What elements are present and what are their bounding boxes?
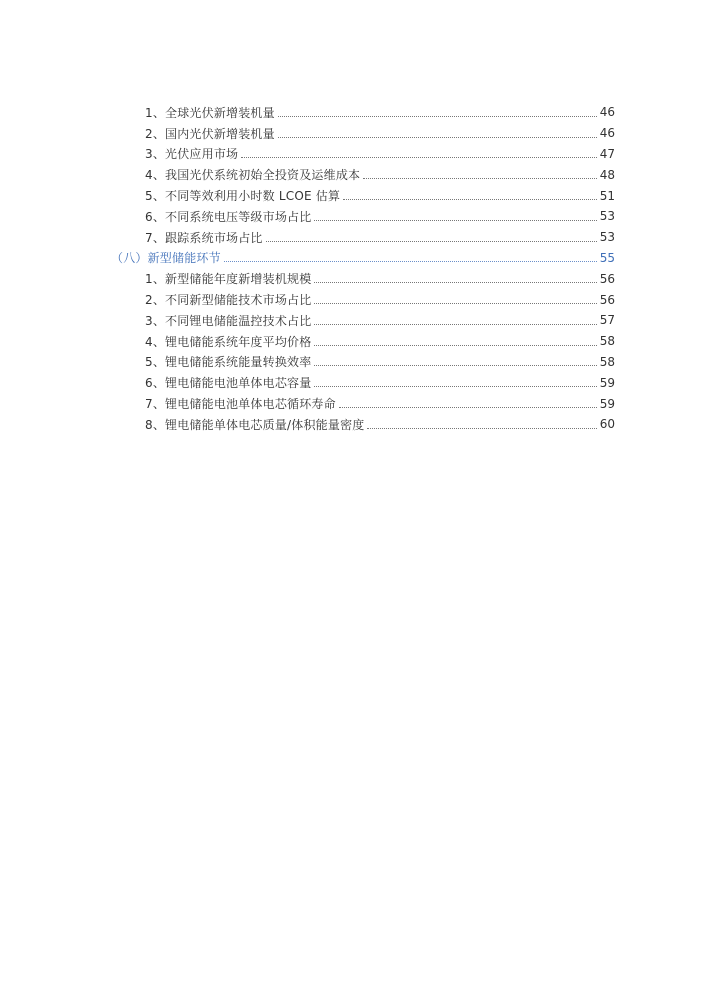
dot-leader <box>314 365 596 366</box>
dot-leader <box>314 282 596 283</box>
toc-entry-label: 1、全球光伏新增装机量 <box>145 105 275 120</box>
toc-entry-page: 59 <box>599 375 615 390</box>
dot-leader <box>367 428 596 429</box>
toc-entry-page: 53 <box>599 209 615 224</box>
toc-entry-label: 6、锂电储能电池单体电芯容量 <box>145 376 312 391</box>
toc-entry-label: 2、国内光伏新增装机量 <box>145 126 275 141</box>
dot-leader <box>278 137 597 138</box>
toc-entry-page: 57 <box>599 313 615 328</box>
toc-entry-page: 51 <box>599 188 615 203</box>
toc-entry[interactable] <box>0 164 615 185</box>
toc-entry-page: 53 <box>599 230 615 245</box>
toc-entry[interactable] <box>0 310 615 331</box>
toc-entry-label: 3、光伏应用市场 <box>145 147 239 162</box>
dot-leader <box>266 241 597 242</box>
toc-entry-label: 4、我国光伏系统初始全投资及运维成本 <box>145 168 361 183</box>
toc-section-page: 55 <box>599 250 615 265</box>
toc-entry-page: 48 <box>599 167 615 182</box>
toc-entry-label: 5、不同等效利用小时数 LCOE 估算 <box>145 189 341 204</box>
dot-leader <box>343 199 597 200</box>
dot-leader <box>224 261 597 262</box>
toc-entry[interactable] <box>0 227 615 248</box>
toc-entry-label: 2、不同新型储能技术市场占比 <box>145 293 312 308</box>
toc-entry[interactable] <box>0 123 615 144</box>
toc-section-heading[interactable] <box>0 248 615 269</box>
dot-leader <box>339 407 597 408</box>
toc-entry[interactable] <box>0 352 615 373</box>
dot-leader <box>278 116 597 117</box>
toc-entry-label: 1、新型储能年度新增装机规模 <box>145 272 312 287</box>
toc-entry-page: 46 <box>599 105 615 120</box>
toc-entry[interactable] <box>0 289 615 310</box>
dot-leader <box>314 220 596 221</box>
toc-entry-page: 60 <box>599 417 615 432</box>
toc-entry-page: 47 <box>599 146 615 161</box>
toc-entry-label: 4、锂电储能系统年度平均价格 <box>145 334 312 349</box>
toc-entry-page: 46 <box>599 126 615 141</box>
dot-leader <box>314 324 596 325</box>
dot-leader <box>314 303 596 304</box>
toc-entry-label: 8、锂电储能单体电芯质量/体积能量密度 <box>145 417 365 432</box>
toc-entry[interactable] <box>0 206 615 227</box>
toc-entry-page: 58 <box>599 354 615 369</box>
toc-entry[interactable] <box>0 414 615 435</box>
toc-entry-label: 7、锂电储能电池单体电芯循环寿命 <box>145 397 336 412</box>
dot-leader <box>241 157 596 158</box>
toc-entry-page: 58 <box>599 334 615 349</box>
toc-entry[interactable] <box>0 102 615 123</box>
toc-entry-label: 3、不同锂电储能温控技术占比 <box>145 313 312 328</box>
toc-entry-label: 5、锂电储能系统能量转换效率 <box>145 355 312 370</box>
dot-leader <box>314 386 596 387</box>
toc-entry-label: 7、跟踪系统市场占比 <box>145 230 263 245</box>
table-of-contents <box>0 102 710 435</box>
toc-entry[interactable] <box>0 185 615 206</box>
toc-section-label: （八）新型储能环节 <box>111 251 221 266</box>
toc-entry[interactable] <box>0 331 615 352</box>
toc-entry-label: 6、不同系统电压等级市场占比 <box>145 209 312 224</box>
dot-leader <box>314 345 596 346</box>
toc-entry[interactable] <box>0 393 615 414</box>
toc-entry[interactable] <box>0 372 615 393</box>
toc-entry-page: 56 <box>599 271 615 286</box>
dot-leader <box>363 178 596 179</box>
toc-entry-page: 56 <box>599 292 615 307</box>
toc-entry[interactable] <box>0 144 615 165</box>
toc-entry-page: 59 <box>599 396 615 411</box>
toc-entry[interactable] <box>0 268 615 289</box>
